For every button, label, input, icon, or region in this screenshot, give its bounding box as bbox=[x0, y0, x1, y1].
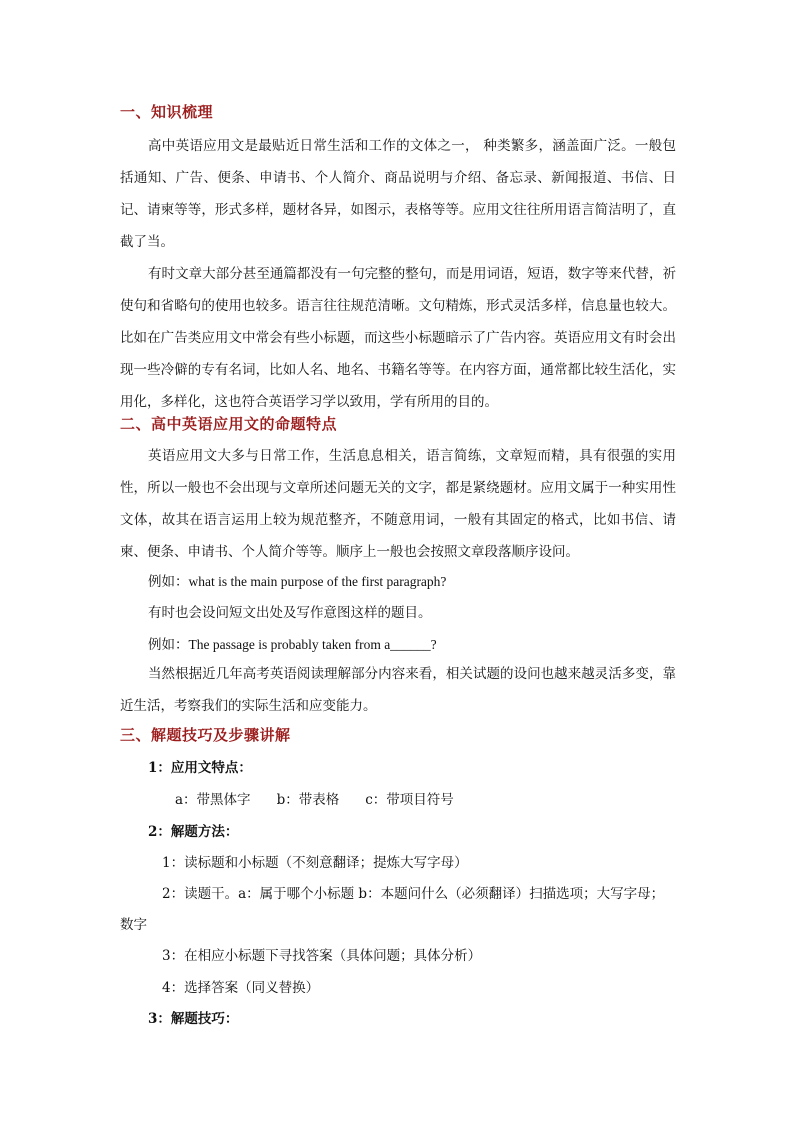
method-step-4: 4：选择答案（同义替换） bbox=[162, 980, 320, 996]
note-line: 有时也会设问短文出处及写作意图这样的题目。 bbox=[148, 605, 432, 621]
section-heading-question-features: 二、高中英语应用文的命题特点 bbox=[120, 415, 338, 433]
paragraph-question-features: 英语应用文大多与日常工作，生活息息相关，语言简练，文章短而精，具有很强的实用性，所以一般也不会出现与文章所述问题无关的文字，都是紧绕题材。应用文属于一种实用性文体，故其在语言运用上较为规范整齐，不随意用词，一般有其固定的格式，比如书信、请柬、便条、申请书、个人简介等等。顺序上一般也会按照文章段落顺序设问。 bbox=[120, 448, 676, 560]
feature-item: a：带黑体字 bbox=[175, 792, 251, 808]
section-heading-knowledge: 一、知识梳理 bbox=[120, 103, 214, 121]
point-techniques-heading: 3：解题技巧： bbox=[148, 1011, 239, 1027]
paragraph-closing: 当然根据近几年高考英语阅读理解部分内容来看，相关试题的设问也越来越灵活多变，靠近生活，考察我们的实际生活和应变能力。 bbox=[120, 666, 676, 714]
method-step-2: 2：读题干。a：属于哪个小标题 b：本题问什么（必须翻译）扫描选项；大写字母； bbox=[162, 886, 665, 902]
point-method-heading: 2：解题方法： bbox=[148, 824, 239, 840]
point-features-heading: 1：应用文特点： bbox=[148, 760, 252, 776]
section-heading-techniques: 三、解题技巧及步骤讲解 bbox=[120, 726, 291, 744]
method-step-2-continued: 数字 bbox=[120, 917, 147, 933]
example-prefix: 例如： bbox=[148, 637, 189, 653]
example-question: what is the main purpose of the first paragraph? bbox=[188, 574, 447, 589]
example-question: The passage is probably taken from a______? bbox=[188, 637, 437, 652]
feature-item: b：带表格 bbox=[276, 792, 340, 808]
paragraph-language-features: 有时文章大部分甚至通篇都没有一句完整的整句，而是用词语，短语，数字等来代替，祈使句和省略句的使用也较多。语言往往规范清晰。文句精炼，形式灵活多样，信息量也较大。比如在广告类应用文中常会有些小标题，而这些小标题暗示了广告内容。英语应用文有时会出现一些冷僻的专有名词，比如人名、地名、书籍名等等。在内容方面，通常都比较生活化，实用化，多样化，这也符合英语学习学以致用，学有所用的目的。 bbox=[120, 266, 676, 410]
method-step-1: 1：读标题和小标题（不刻意翻译；提炼大写字母） bbox=[162, 855, 468, 871]
feature-list bbox=[175, 788, 480, 808]
method-step-3: 3：在相应小标题下寻找答案（具体问题；具体分析） bbox=[162, 948, 482, 964]
example-prefix: 例如： bbox=[148, 574, 189, 590]
example-line-1 bbox=[148, 570, 446, 590]
example-line-2 bbox=[148, 633, 437, 653]
paragraph-intro: 高中英语应用文是最贴近日常生活和工作的文体之一， 种类繁多，涵盖面广泛。一般包括通知、广告、便条、申请书、个人简介、商品说明与介绍、备忘录、新闻报道、书信、日记、请柬等等，形式多样，题材各异，如图示，表格等等。应用文往往所用语言简洁明了，直截了当。 bbox=[120, 138, 676, 250]
feature-item: c：带项目符号 bbox=[365, 792, 454, 808]
